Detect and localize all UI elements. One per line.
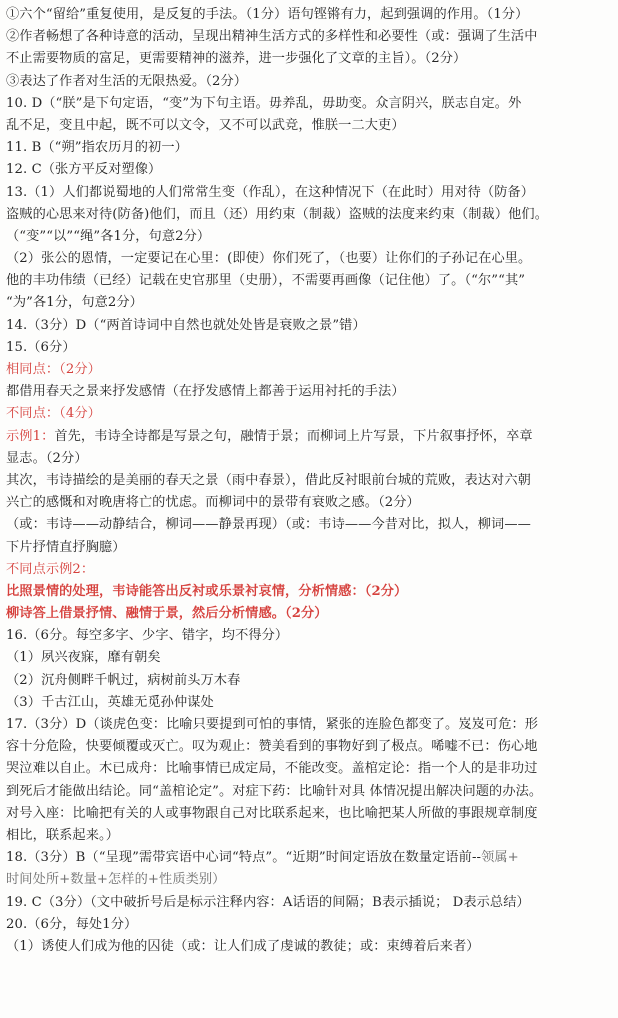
answer-line-text: 相同点：（2分） (6, 362, 101, 377)
answer-line (6, 781, 612, 803)
answer-line (6, 4, 612, 26)
answer-line (6, 936, 612, 958)
answer-line-text: 11. B（“朔”指农历月的初一） (6, 140, 188, 156)
answer-line-text: 哭泣难以自止。木已成舟：比喻事情已成定局，不能改变。盖棺定论：指一个人的是非功过 (6, 761, 538, 777)
answer-line (6, 603, 612, 625)
answer-line-text: 对号入座：比喻把有关的人或事物跟自己对比联系起来，也比喻把某人所做的事跟规章制度 (6, 805, 538, 821)
answer-line-text: ②作者畅想了各种诗意的活动，呈现出精神生活方式的多样性和必要性（或：强调了生活中 (6, 29, 538, 45)
answer-line (6, 226, 612, 248)
answer-line (6, 137, 612, 159)
answer-line (6, 581, 612, 603)
answer-line-text: 不止需要物质的富足，更需要精神的滋养，进一步强化了文章的主旨）。（2分） (6, 51, 467, 67)
answer-line-text: 显志。（2分） (6, 450, 88, 466)
answer-line-continuation: 首先，韦诗全诗都是写景之句，融情于景；而柳词上片写景，下片叙事抒怀，卒章 (54, 428, 533, 444)
answer-line-text: （1）夙兴夜寐，靡有朝矣 (6, 650, 161, 666)
answer-line-text: 16.（6分。每空多字、少字、错字，均不得分） (6, 628, 289, 644)
answer-line (6, 248, 612, 270)
answer-line (6, 847, 612, 869)
answer-line-text: 不同点：（4分） (6, 406, 101, 422)
answer-line (6, 426, 612, 448)
answer-line-text: 20.（6分，每处1分） (6, 916, 138, 932)
answer-line (6, 692, 612, 714)
answer-line-text: 10. D（“朕”是下句定语，“变”为下句主语。毋养乱，毋助变。众言阴兴，朕志自定。外 (6, 95, 522, 111)
answer-line-text: 13.（1）人们都说蜀地的人们常常生变（作乱），在这种情况下（在此时）用对待（防备） (6, 184, 535, 200)
answer-line-text: 他的丰功伟绩（已经）记载在史官那里（史册），不需要再画像（记住他）了。（“尔”“其” (6, 273, 526, 289)
answer-line (6, 448, 612, 470)
answer-line-gray-continuation: 领属+ (481, 850, 519, 866)
answer-line-text: 示例1： (6, 428, 55, 444)
answer-line (6, 337, 612, 359)
answer-line (6, 182, 612, 204)
answer-line (6, 115, 612, 137)
answer-line-text: （2）沉舟侧畔千帆过，病树前头万木春 (6, 672, 241, 688)
answer-line-text: 15.（6分） (6, 339, 76, 355)
answer-line (6, 625, 612, 647)
answer-line (6, 714, 612, 736)
answer-line-text: ③表达了作者对生活的无限热爱。（2分） (6, 73, 248, 89)
answer-line-text: 盗贼的心思来对待(防备)他们，而且（还）用约束（制裁）盗贼的法度来约束（制裁）他们。 (6, 206, 548, 222)
answer-line-text: 兴亡的感慨和对晚唐将亡的忧虑。而柳词中的景带有衰败之感。（2分） (6, 495, 420, 511)
answer-line-text: 相比，联系起来。） (6, 827, 119, 843)
answer-line-text: 都借用春天之景来抒发感情（在抒发感情上都善于运用衬托的手法） (6, 384, 405, 400)
answer-line-text: 到死后才能做出结论。同“盖棺论定”。对症下药：比喻针对具 体情况提出解决问题的办法。 (6, 783, 543, 799)
answer-line-text: 下片抒情直抒胸臆） (6, 539, 126, 555)
answer-line-text: 容十分危险，快要倾覆或灭亡。叹为观止：赞美看到的事物好到了极点。唏嘘不已：伤心地 (6, 739, 538, 755)
answer-line-text: 比照景情的处理，韦诗能答出反衬或乐景衬哀情，分析情感：（2分） (6, 583, 408, 599)
answer-line-text: （或：韦诗——动静结合，柳词——静景再现）（或：韦诗——今昔对比，拟人，柳词—— (6, 517, 531, 533)
answer-line (6, 892, 612, 914)
answer-line (6, 403, 612, 425)
answer-line (6, 159, 612, 181)
answer-line-text: 18.（3分）B（“呈现”需带宾语中心词“特点”。“近期”时间定语放在数量定语前-- (6, 850, 482, 866)
answer-line (6, 869, 612, 891)
answer-line (6, 71, 612, 93)
answer-line (6, 492, 612, 514)
answer-line (6, 537, 612, 559)
answer-line-text: 时间处所+数量+怎样的+性质类别） (6, 872, 226, 888)
answer-line (6, 204, 612, 226)
answer-line-text: （1）诱使人们成为他的囚徒（或：让人们成了虔诚的教徒；或：束缚着后来者） (6, 938, 480, 954)
answer-line-text: （3）千古江山，英雄无觅孙仲谋处 (6, 694, 214, 710)
answer-line-text: （“变”“以”“绳”各1分，句意2分） (6, 228, 211, 244)
answer-line (6, 670, 612, 692)
answer-line (6, 825, 612, 847)
answer-line-text: （2）张公的恩情，一定要记在心里：(即使）你们死了，（也要）让你们的子孙记在心里。 (6, 251, 532, 267)
answer-line (6, 914, 612, 936)
answer-line (6, 803, 612, 825)
answer-line (6, 381, 612, 403)
answer-line-text: ①六个“留给”重复使用，是反复的手法。（1分）语句铿锵有力，起到强调的作用。（1分） (6, 7, 529, 22)
answer-line (6, 559, 612, 581)
answer-line-text: 12. C（张方平反对塑像） (6, 162, 162, 178)
answer-line (6, 514, 612, 536)
answer-line (6, 470, 612, 492)
answer-line (6, 647, 612, 669)
answer-line (6, 736, 612, 758)
answer-line (6, 292, 612, 314)
answer-line (6, 26, 612, 48)
answer-line-text: 其次，韦诗描绘的是美丽的春天之景（雨中春景），借此反衬眼前台城的荒败，表达对六朝 (6, 472, 531, 488)
answer-line (6, 315, 612, 337)
answer-line-text: 17.（3分）D（谈虎色变：比喻只要提到可怕的事情，紧张的连脸色都变了。岌岌可危：形 (6, 717, 539, 732)
answer-line-text: 不同点示例2： (6, 561, 95, 577)
answer-line (6, 758, 612, 780)
answer-line (6, 93, 612, 115)
answer-line-text: 14.（3分）D（“两首诗词中自然也就处处皆是衰败之景”错） (6, 317, 366, 333)
answer-line-text: 乱不足，变且中起，既不可以文令，又不可以武竞，惟朕一二大吏） (6, 117, 405, 133)
answer-line (6, 48, 612, 70)
answer-line-text: 19. C（3分）（文中破折号后是标示注释内容：A话语的间隔；B表示插说； D表示总结） (6, 894, 530, 910)
answer-line-text: 柳诗答上借景抒情、融情于景，然后分析情感。（2分） (6, 606, 328, 622)
answer-line-text: “为”各1分，句意2分） (6, 295, 143, 311)
answer-line (6, 359, 612, 381)
answer-line (6, 270, 612, 292)
